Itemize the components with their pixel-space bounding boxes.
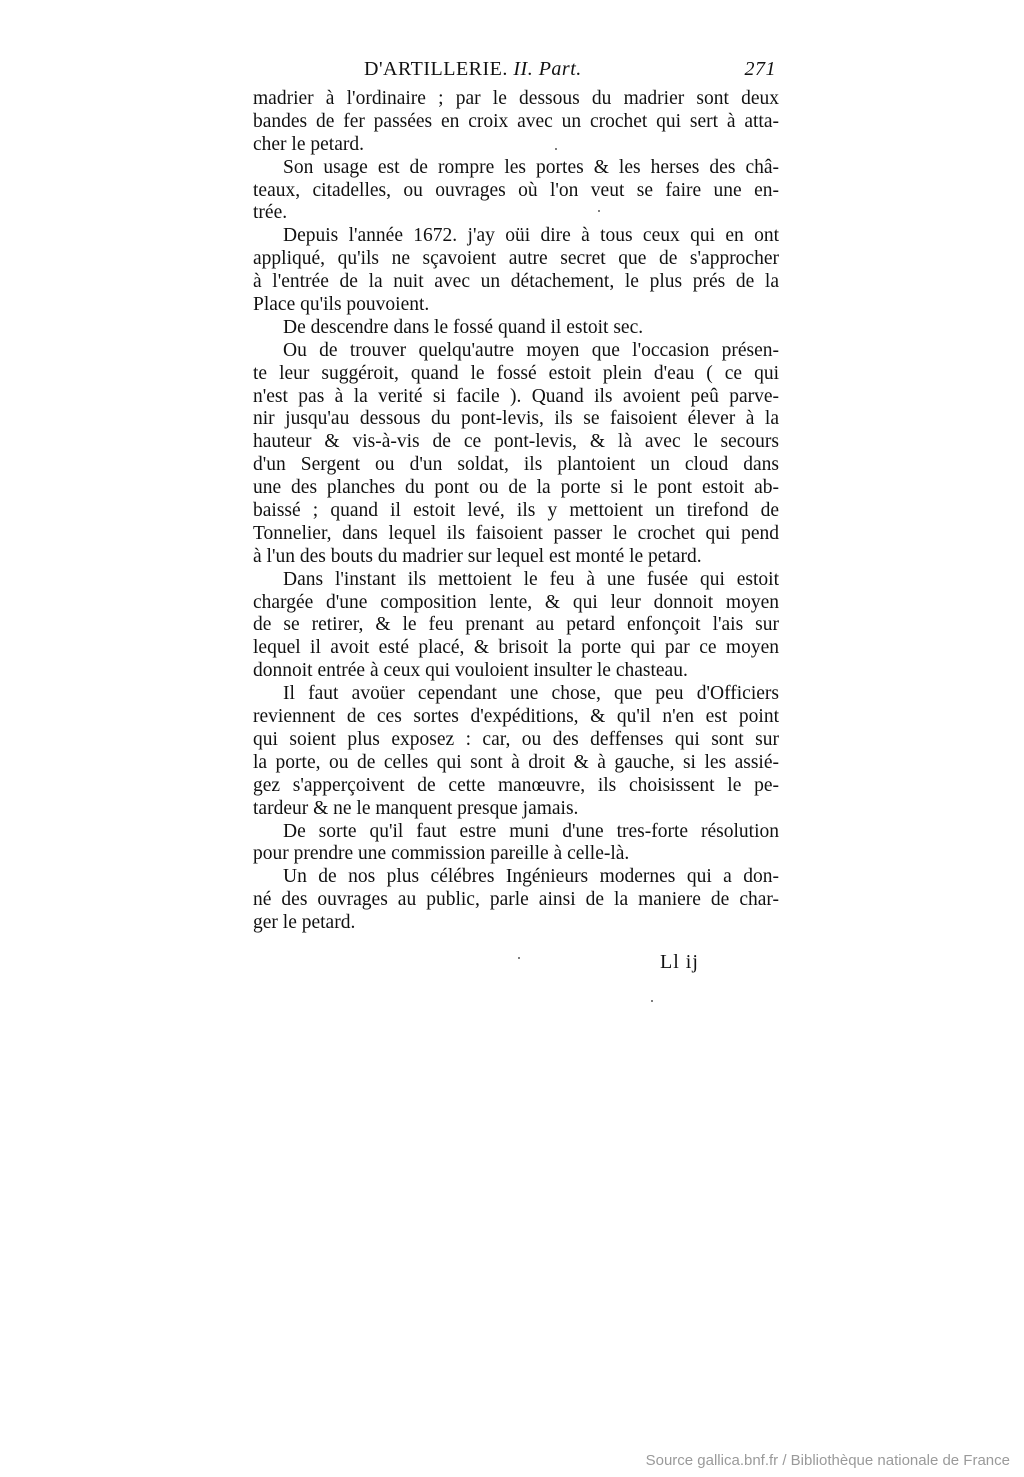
text-line: n'est pas à la verité si facile ). Quand ils avoient peû parve- <box>253 385 779 407</box>
text-line: lequel il avoit esté placé, & brisoit la porte qui par ce moyen <box>253 637 779 659</box>
text-line: à l'entrée de la nuit avec un détachement, le plus prés de la <box>253 271 779 293</box>
text-line: teaux, citadelles, ou ouvrages où l'on veut se faire une en- <box>253 179 779 201</box>
text-line: Dans l'instant ils mettoient le feu à une fusée qui estoit <box>283 568 779 590</box>
text-line: nir jusqu'au dessous du pont-levis, ils se faisoient élever à la <box>253 408 779 430</box>
text-line: baissé ; quand il estoit levé, ils y mettoient un tirefond de <box>253 500 779 522</box>
text-line: bandes de fer passées en croix avec un crochet qui sert à atta- <box>253 110 779 132</box>
text-line: Son usage est de rompre les portes & les herses des châ- <box>283 156 779 178</box>
scan-speck <box>555 148 557 150</box>
signature-mark: Ll ij <box>660 951 699 973</box>
scan-speck <box>518 957 520 959</box>
text-line: la porte, ou de celles qui sont à droit & à gauche, si les assié- <box>253 751 779 773</box>
text-line: appliqué, qu'ils ne sçavoient autre secret que de s'approcher <box>253 248 779 270</box>
text-line: te leur suggéroit, quand le fossé estoit plein d'eau ( ce qui <box>253 362 779 384</box>
running-title <box>364 58 582 81</box>
text-line: de se retirer, & le feu prenant au petard enfonçoit l'ais sur <box>253 614 779 636</box>
text-line: trée. <box>253 202 288 224</box>
text-line: cher le petard. <box>253 133 364 155</box>
text-line: Ou de trouver quelqu'autre moyen que l'occasion présen- <box>283 339 779 361</box>
text-line: Tonnelier, dans lequel ils faisoient passer le crochet qui pend <box>253 522 779 544</box>
page-number: 271 <box>744 58 776 80</box>
text-line: donnoit entrée à ceux qui vouloient insulter le chasteau. <box>253 660 688 682</box>
text-line: Place qu'ils pouvoient. <box>253 294 430 316</box>
text-line: à l'un des bouts du madrier sur lequel est monté le petard. <box>253 545 702 567</box>
text-line: Il faut avoüer cependant une chose, que peu d'Officiers <box>283 683 779 705</box>
text-line: tardeur & ne le manquent presque jamais. <box>253 797 579 819</box>
text-line: ger le petard. <box>253 912 356 934</box>
source-credit: Source gallica.bnf.fr / Bibliothèque nationale de France <box>645 1452 1010 1469</box>
running-title-text: D'ARTILLERIE. <box>364 58 508 80</box>
text-line: qui soient plus exposez : car, ou des deffenses qui sont sur <box>253 728 779 750</box>
text-line: une des planches du pont ou de la porte si le pont estoit ab- <box>253 477 779 499</box>
text-line: Depuis l'année 1672. j'ay oüi dire à tous ceux qui en ont <box>283 225 779 247</box>
text-line: reviennent de ces sortes d'expéditions, & qu'il n'en est point <box>253 706 779 728</box>
text-line: d'un Sergent ou d'un soldat, ils plantoient un cloud dans <box>253 454 779 476</box>
running-head <box>276 58 776 88</box>
scan-speck <box>651 1000 653 1002</box>
text-line: né des ouvrages au public, parle ainsi de la maniere de char- <box>253 889 779 911</box>
running-title-part: II. Part. <box>513 58 582 80</box>
text-line: chargée d'une composition lente, & qui leur donnoit moyen <box>253 591 779 613</box>
body-text <box>253 88 779 935</box>
text-line: De sorte qu'il faut estre muni d'une tres-forte résolution <box>283 820 779 842</box>
scan-speck <box>598 210 600 212</box>
text-line: hauteur & vis-à-vis de ce pont-levis, & là avec le secours <box>253 431 779 453</box>
text-line: De descendre dans le fossé quand il estoit sec. <box>283 316 644 338</box>
text-line: Un de nos plus célébres Ingénieurs modernes qui a don- <box>283 866 779 888</box>
text-line: gez s'apperçoivent de cette manœuvre, ils choisissent le pe- <box>253 774 779 796</box>
text-line: pour prendre une commission pareille à celle-là. <box>253 843 630 865</box>
text-line: madrier à l'ordinaire ; par le dessous du madrier sont deux <box>253 88 779 109</box>
